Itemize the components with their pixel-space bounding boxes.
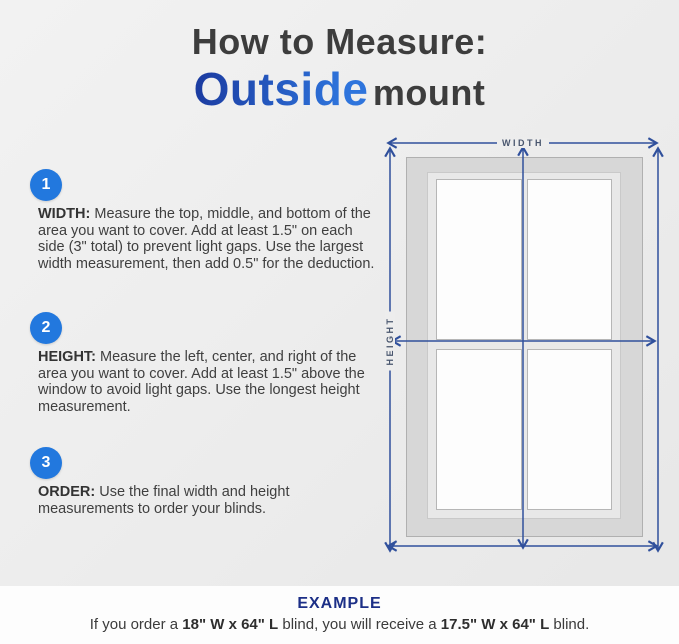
measurement-arrows: [380, 130, 672, 570]
step-width-text: [30, 206, 382, 272]
width-dimension-label: WIDTH: [497, 138, 549, 148]
example-prefix: If you order a: [89, 616, 183, 633]
example-suffix: blind.: [549, 616, 590, 633]
step-height: [30, 312, 382, 415]
step-order-text: [30, 484, 382, 517]
step-width: [30, 169, 382, 272]
step-number-badge: 2: [30, 312, 62, 344]
example-section: [0, 586, 679, 644]
step-width-label: WIDTH:: [38, 206, 91, 222]
step-number-badge: 1: [30, 169, 62, 201]
step-height-label: HEIGHT:: [38, 349, 96, 365]
title-line-2: [0, 64, 679, 115]
example-text: [0, 616, 679, 633]
example-received-size: 17.5" W x 64" L: [440, 616, 550, 633]
example-heading: EXAMPLE: [297, 595, 382, 612]
title-mount-word: mount: [372, 71, 486, 113]
step-width-body: Measure the top, middle, and bottom of the area you want to cover. Add at least 1.5" on each side (3" total) to prevent light gaps. Use the largest width measurement, then add 0.5" for the deduction.: [38, 206, 375, 272]
step-height-body: Measure the left, center, and right of the area you want to cover. Add at least 1.5" above the window to avoid light gaps. Use the longest height measurement.: [38, 349, 365, 415]
example-middle: blind, you will receive a: [278, 616, 441, 633]
step-height-text: [30, 349, 382, 415]
window-measurement-diagram: [380, 130, 672, 570]
step-number-badge: 3: [30, 447, 62, 479]
title-mount-type: Outside: [193, 62, 369, 115]
title-line-1: How to Measure:: [191, 21, 488, 62]
step-order-label: ORDER:: [38, 484, 96, 500]
height-dimension-label: HEIGHT: [385, 311, 395, 370]
example-ordered-size: 18" W x 64" L: [182, 616, 279, 633]
step-order: [30, 447, 382, 517]
page-title: [0, 22, 679, 114]
step-order-body: Use the final width and height measurements to order your blinds.: [38, 484, 290, 517]
